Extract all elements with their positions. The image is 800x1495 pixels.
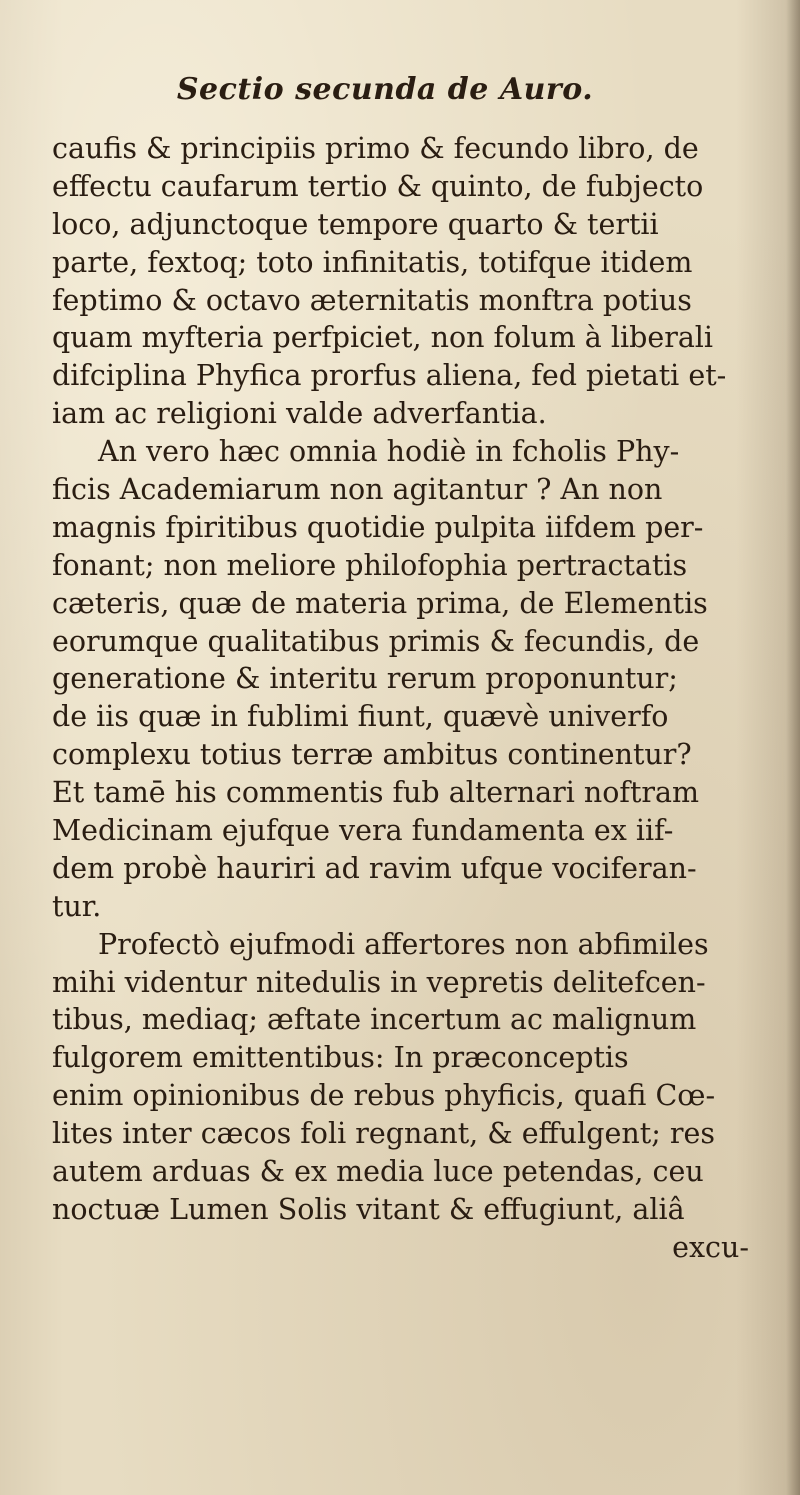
page-edge-shadow bbox=[786, 0, 800, 1495]
text-line: dem probè hauriri ad ravim ufque vociferan- bbox=[52, 851, 697, 885]
body-text bbox=[52, 130, 777, 1267]
text-line: autem arduas & ex media luce petendas, ceu bbox=[52, 1155, 704, 1189]
text-line: fulgorem emittentibus: In præconceptis bbox=[52, 1041, 629, 1075]
running-head bbox=[0, 72, 800, 107]
text-line: mihi videntur nitedulis in vepretis delitefcen- bbox=[52, 965, 706, 999]
text-line: caufis & principiis primo & fecundo libro, de bbox=[52, 132, 699, 165]
text-line: difciplina Phyfica prorfus aliena, fed pietati et- bbox=[52, 359, 727, 393]
paragraph-start-line: An vero hæc omnia hodiè in fcholis Phy- bbox=[98, 435, 680, 469]
text-line: fonant; non meliore philofophia pertractatis bbox=[52, 548, 688, 582]
text-line: enim opinionibus de rebus phyficis, quafi Cœ- bbox=[52, 1079, 716, 1113]
text-line: tibus, mediaq; æftate incertum ac malignum bbox=[52, 1003, 697, 1037]
text-line: iam ac religioni valde adverfantia. bbox=[52, 397, 547, 431]
text-line: generatione & interitu rerum proponuntur; bbox=[52, 662, 678, 696]
text-line: noctuæ Lumen Solis vitant & effugiunt, aliâ bbox=[52, 1192, 685, 1226]
text-line: complexu totius terræ ambitus continentur? bbox=[52, 738, 692, 772]
text-line: Et tamē his commentis fub alternari noftram bbox=[52, 776, 700, 810]
text-line: magnis fpiritibus quotidie pulpita iifdem per- bbox=[52, 510, 704, 544]
text-line: tur. bbox=[52, 889, 102, 923]
text-line: eorumque qualitatibus primis & fecundis, de bbox=[52, 624, 700, 658]
paragraph-start-line: Profectò ejufmodi affertores non abfimiles bbox=[98, 927, 709, 961]
text-line: loco, adjunctoque tempore quarto & tertii bbox=[52, 207, 659, 241]
catchword: excu- bbox=[672, 1230, 749, 1264]
text-line: de iis quæ in fublimi fiunt, quævè univerfo bbox=[52, 700, 669, 734]
text-line: ficis Academiarum non agitantur ? An non bbox=[52, 473, 663, 507]
text-line: parte, fextoq; toto infinitatis, totifque itidem bbox=[52, 245, 693, 279]
text-line: effectu caufarum tertio & quinto, de fubjecto bbox=[52, 169, 704, 203]
running-head-text: Sectio secunda de Auro. bbox=[176, 72, 594, 107]
text-line: cæteris, quæ de materia prima, de Elementis bbox=[52, 586, 708, 620]
text-line: feptimo & octavo æternitatis monftra potius bbox=[52, 283, 692, 317]
text-line: lites inter cæcos foli regnant, & effulgent; res bbox=[52, 1117, 715, 1151]
text-line: Medicinam ejufque vera fundamenta ex iif- bbox=[52, 814, 674, 848]
text-line: quam myfteria perfpiciet, non folum à liberali bbox=[52, 321, 714, 355]
